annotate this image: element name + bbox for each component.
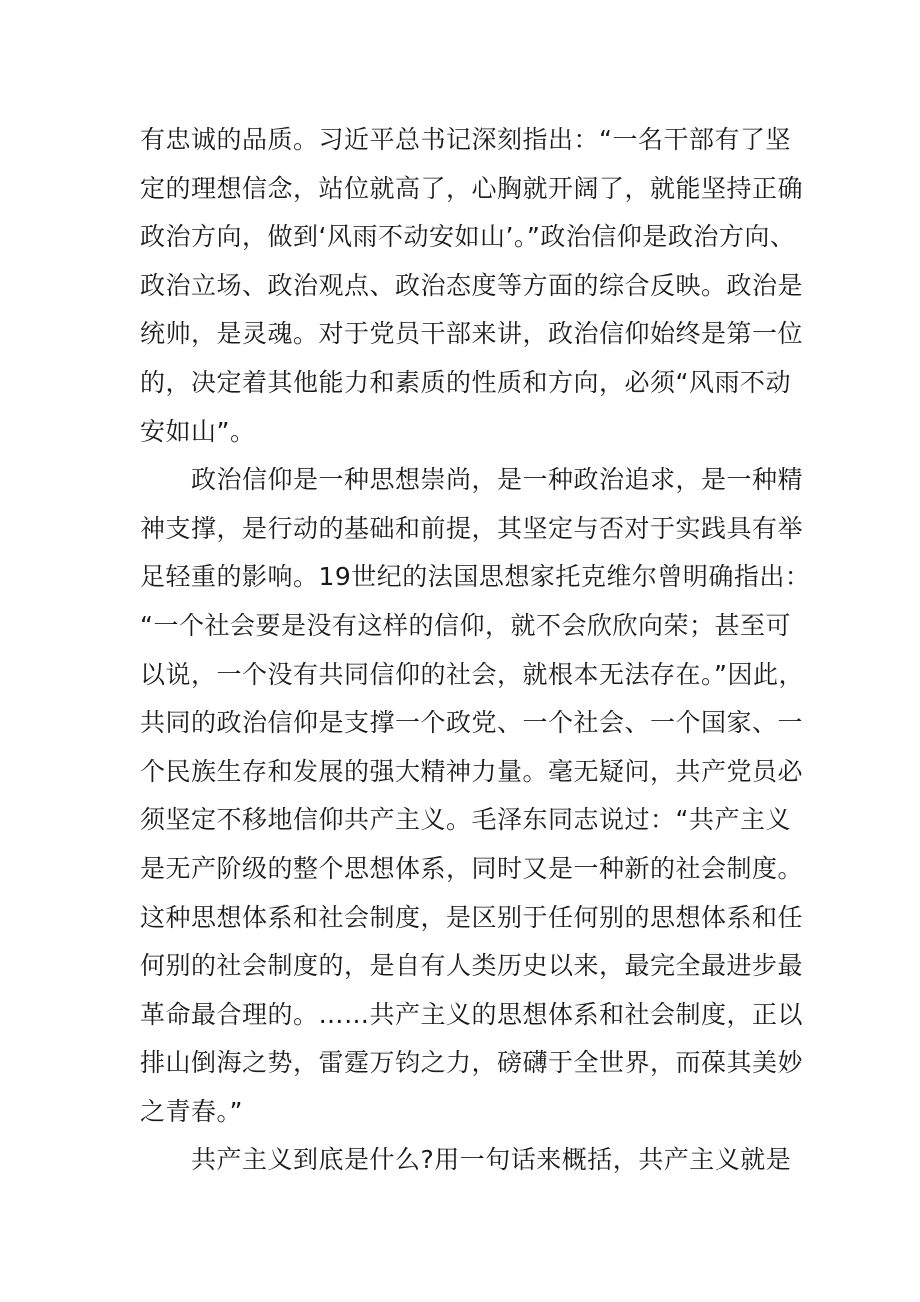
text-line: 政治方向，做到‘风雨不动安如山’。”政治信仰是政治方向、 [140,222,796,252]
paragraph-start-line: 共产主义到底是什么?用一句话来概括，共产主义就是 [140,1145,792,1175]
paragraph-end-line: 安如山”。 [140,416,256,446]
text-line: 以说，一个没有共同信仰的社会，就根本无法存在。”因此， [140,659,804,689]
text-line: “一个社会要是没有这样的信仰，就不会欣欣向荣；甚至可 [140,610,791,640]
document-body-text [140,116,811,1185]
text-line: 共同的政治信仰是支撑一个政党、一个社会、一个国家、一 [140,708,804,738]
text-line: 须坚定不移地信仰共产主义。毛泽东同志说过：“共产主义 [140,805,791,835]
text-line: 有忠诚的品质。习近平总书记深刻指出：“一名干部有了坚 [140,125,791,154]
text-line: 这种思想体系和社会制度，是区别于任何别的思想体系和任 [140,902,804,932]
text-line: 神支撑，是行动的基础和前提，其坚定与否对于实践具有举 [140,513,804,543]
text-line: 革命最合理的。……共产主义的思想体系和社会制度，正以 [140,999,804,1029]
paragraph-start-line: 政治信仰是一种思想崇尚，是一种政治追求，是一种精 [140,465,804,495]
text-line: 定的理想信念，站位就高了，心胸就开阔了，就能坚持正确 [140,173,804,203]
paragraph-end-line: 之青春。” [140,1096,243,1126]
text-line: 个民族生存和发展的强大精神力量。毫无疑问，共产党员必 [140,756,804,786]
text-line: 是无产阶级的整个思想体系，同时又是一种新的社会制度。 [140,853,804,883]
text-line: 何别的社会制度的，是自有人类历史以来，最完全最进步最 [140,951,804,981]
text-line: 足轻重的影响。19世纪的法国思想家托克维尔曾明确指出： [140,562,811,592]
text-line: 的，决定着其他能力和素质的性质和方向，必须“风雨不动 [140,367,791,397]
text-line: 排山倒海之势，雷霆万钧之力，磅礴于全世界，而葆其美妙 [140,1048,804,1078]
text-line: 统帅，是灵魂。对于党员干部来讲，政治信仰始终是第一位 [140,319,804,349]
text-line: 政治立场、政治观点、政治态度等方面的综合反映。政治是 [140,270,804,300]
